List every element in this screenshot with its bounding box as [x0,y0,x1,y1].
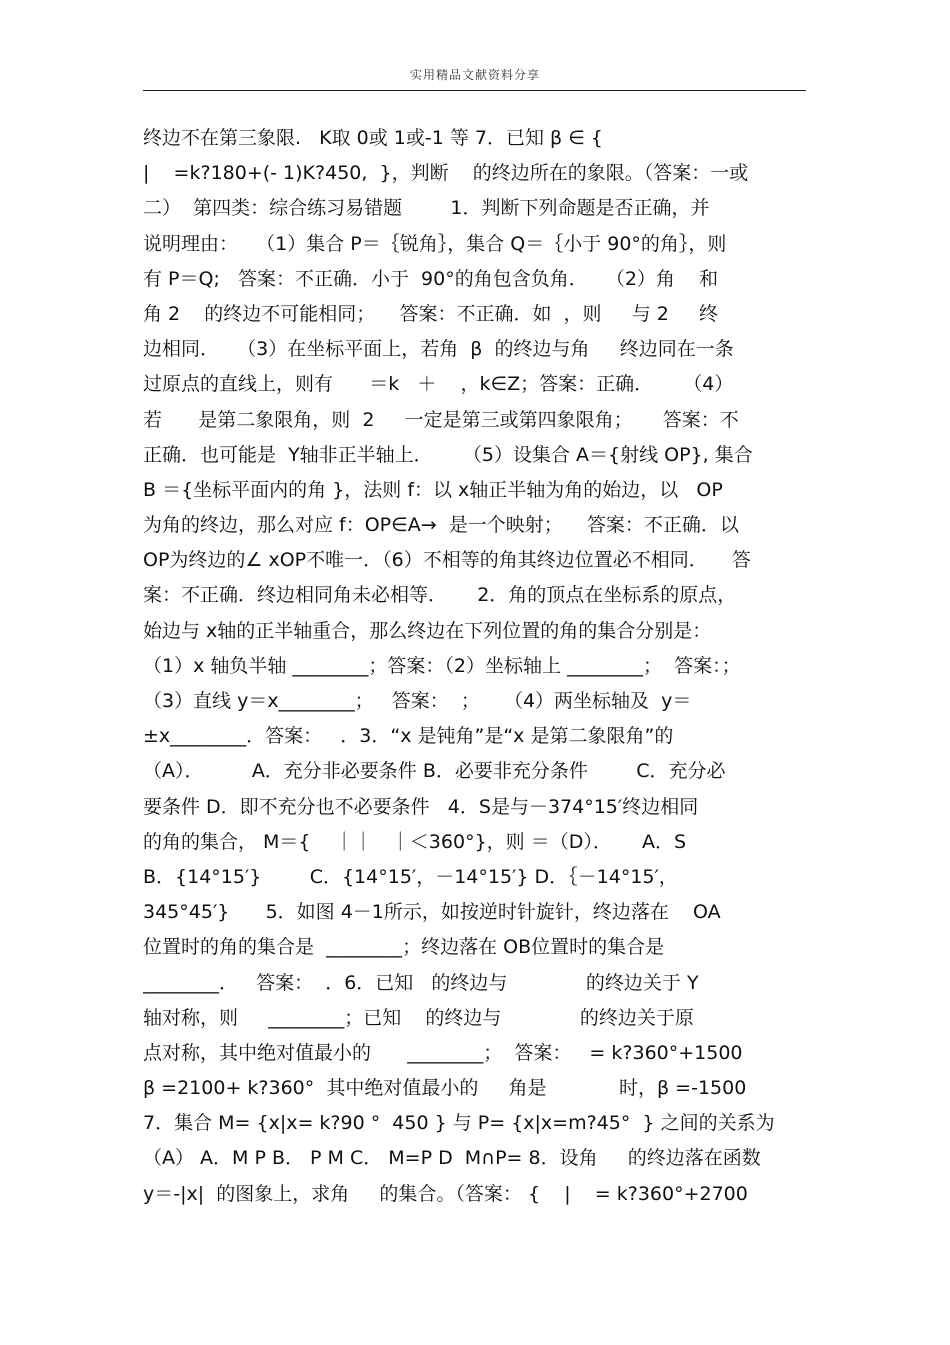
text-line: 轴对称，则 ________；已知 的终边与 的终边关于原 [143,1006,694,1029]
text-line: 7．集合 M= {x|x= k?90 ° 450 } 与 P= {x|x=m?45° } 之间的关系为 [143,1112,775,1135]
text-line: 若 是第二象限角，则 2 一定是第三或第四象限角； 答案：不 [143,408,739,431]
text-line: B．{14°15′} C．{14°15′，－14°15′} D．｛－14°15′， [143,865,678,888]
text-line: （1）x 轴负半轴 ________；答案：（2）坐标轴上 ________； 答案：； [143,654,741,677]
page-header: 实用精品文献资料分享 [409,68,540,82]
text-line: y＝-|x| 的图象上，求角 的集合。（答案： { | = k?360°+2700 [143,1182,748,1205]
text-line: （A）． A．充分非必要条件 B．必要非充分条件 C．充分必 [143,760,726,783]
text-line: β =2100+ k?360° 其中绝对值最小的 角是 时，β =-1500 [143,1077,747,1100]
text-line: ________． 答案： ．6．已知 的终边与 的终边关于 Y [143,971,699,994]
text-line: 二） 第四类：综合练习易错题 1．判断下列命题是否正确，并 [143,197,710,220]
text-line: | =k?180+(- 1)K?450, }，判断 的终边所在的象限。（答案：一或 [143,162,749,185]
text-line: 要条件 D．即不充分也不必要条件 4．S是与－374°15′终边相同 [143,795,699,818]
text-line: 有 P＝Q; 答案：不正确．小于 90°的角包含负角． （2）角 和 [143,267,719,290]
text-line: 正确．也可能是 Y轴非正半轴上． （5）设集合 A＝{射线 OP}, 集合 [143,443,753,466]
text-line: 为角的终边，那么对应 f：OP∈A→ 是一个映射； 答案：不正确．以 [143,514,739,537]
text-line: OP为终边的∠ xOP不唯一．（6）不相等的角其终边位置必不相同． 答 [143,549,751,572]
text-line: 角 2 的终边不可能相同； 答案：不正确．如 ，则 与 2 终 [143,302,719,325]
text-line: 过原点的直线上，则有 ＝k ＋ ，k∈Z；答案：正确． （4） [143,373,734,396]
header-divider [143,90,806,91]
text-line: 的角的集合， M＝{ ｜｜ ｜＜360°}，则 ＝（D）． A．S [143,830,687,853]
text-line: 点对称，其中绝对值最小的 ________； 答案： = k?360°+1500 [143,1041,743,1064]
text-line: 始边与 x轴的正半轴重合，那么终边在下列位置的角的集合分别是： [143,619,712,642]
text-line: 案：不正确．终边相同角未必相等． 2．角的顶点在坐标系的原点， [143,584,737,607]
document-body [143,121,813,1212]
text-line: 边相同． （3）在坐标平面上，若角 β 的终边与角 终边同在一条 [143,338,734,361]
text-line: 说明理由： （1）集合 P＝｛锐角｝，集合 Q＝｛小于 90°的角｝，则 [143,232,727,255]
text-line: 位置时的角的集合是 ________；终边落在 OB位置时的集合是 [143,936,665,959]
text-line: （A） A．M P B． P M C． M=P D M∩P= 8．设角 的终边落在函数 [143,1147,761,1170]
text-line: ±x________．答案： ．3．“x 是钝角”是“x 是第二象限角”的 [143,725,674,748]
text-line: 345°45′} 5．如图 4－1所示，如按逆时针旋针，终边落在 OA [143,901,721,924]
text-line: （3）直线 y＝x________； 答案： ； （4）两坐标轴及 y＝ [143,690,692,712]
text-line: B ＝{坐标平面内的角 }，法则 f：以 x轴正半轴为角的始边，以 OP [143,478,723,501]
text-line: 终边不在第三象限. K取 0或 1或-1 等 7．已知 β ∈ { [143,127,603,149]
